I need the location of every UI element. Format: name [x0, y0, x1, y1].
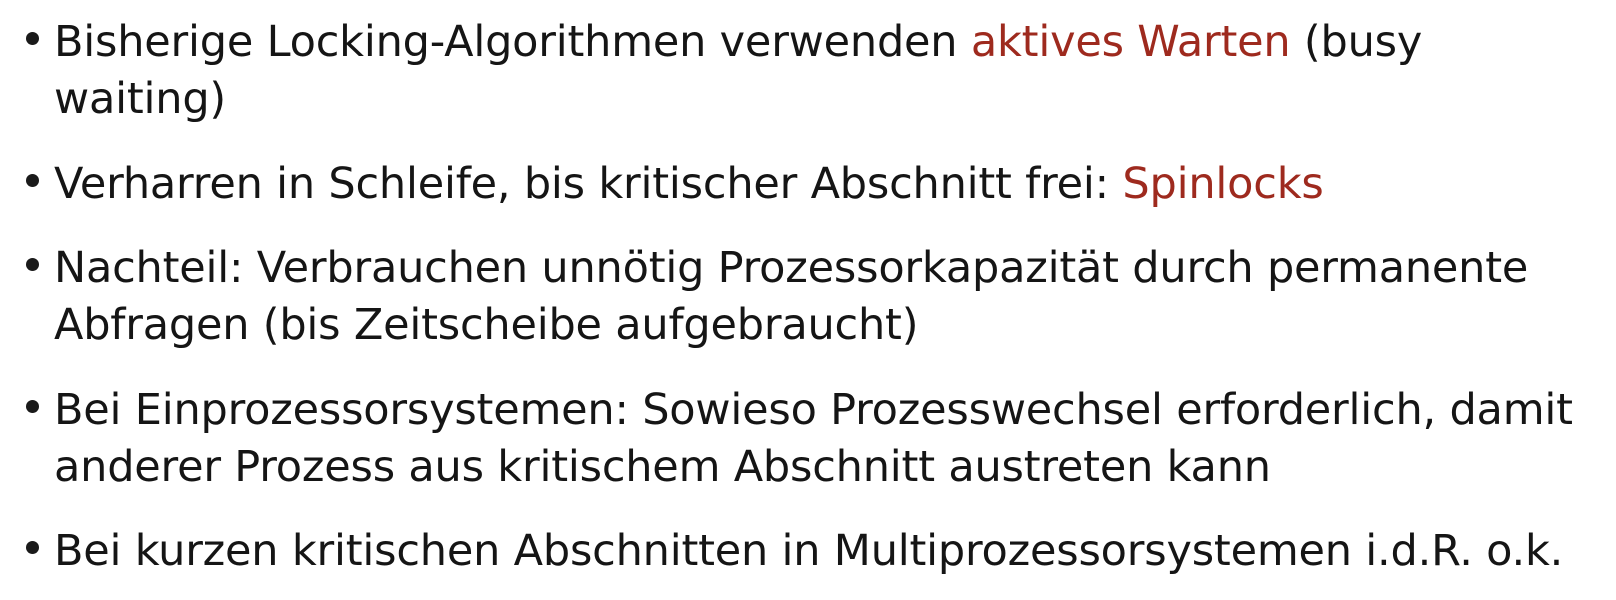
bullet-text-multiprozessorsysteme: Bei kurzen kritischen Abschnitten in Multiprozessorsystemen i.d.R. o.k. [54, 526, 1564, 577]
bullet-list [10, 14, 1606, 580]
bullet-dot-icon [10, 14, 54, 45]
bullet-dot-icon [10, 382, 54, 413]
list-item [10, 240, 1606, 354]
bullet-text-nachteil: Nachteil: Verbrauchen unnötig Prozessorkapazität durch permanente Abfragen (bis Zeitscheibe aufgebraucht) [54, 243, 1529, 350]
list-item [10, 382, 1606, 496]
bullet-text-spinlocks [54, 156, 1606, 213]
bullet-dot-icon [10, 240, 54, 271]
bullet-segment-accent: Spinlocks [1122, 158, 1324, 209]
bullet-dot-icon [10, 523, 54, 554]
list-item [10, 523, 1606, 580]
bullet-segment-accent: aktives Warten [970, 17, 1291, 67]
bullet-segment-plain: Verharren in Schleife, bis kritischer Abschnitt frei: [54, 158, 1123, 209]
bullet-dot-icon [10, 156, 54, 187]
list-item [10, 14, 1606, 128]
bullet-text-einprozessorsysteme: Bei Einprozessorsystemen: Sowieso Prozesswechsel erforderlich, damit anderer Prozess aus kritischem Abschnitt austreten kann [54, 384, 1573, 492]
bullet-segment-plain-2: (busy waiting) [54, 17, 1423, 124]
bullet-text-busy-waiting [54, 14, 1606, 128]
bullet-segment-plain: Bisherige Locking-Algorithmen verwenden [54, 17, 971, 67]
list-item [10, 156, 1606, 213]
